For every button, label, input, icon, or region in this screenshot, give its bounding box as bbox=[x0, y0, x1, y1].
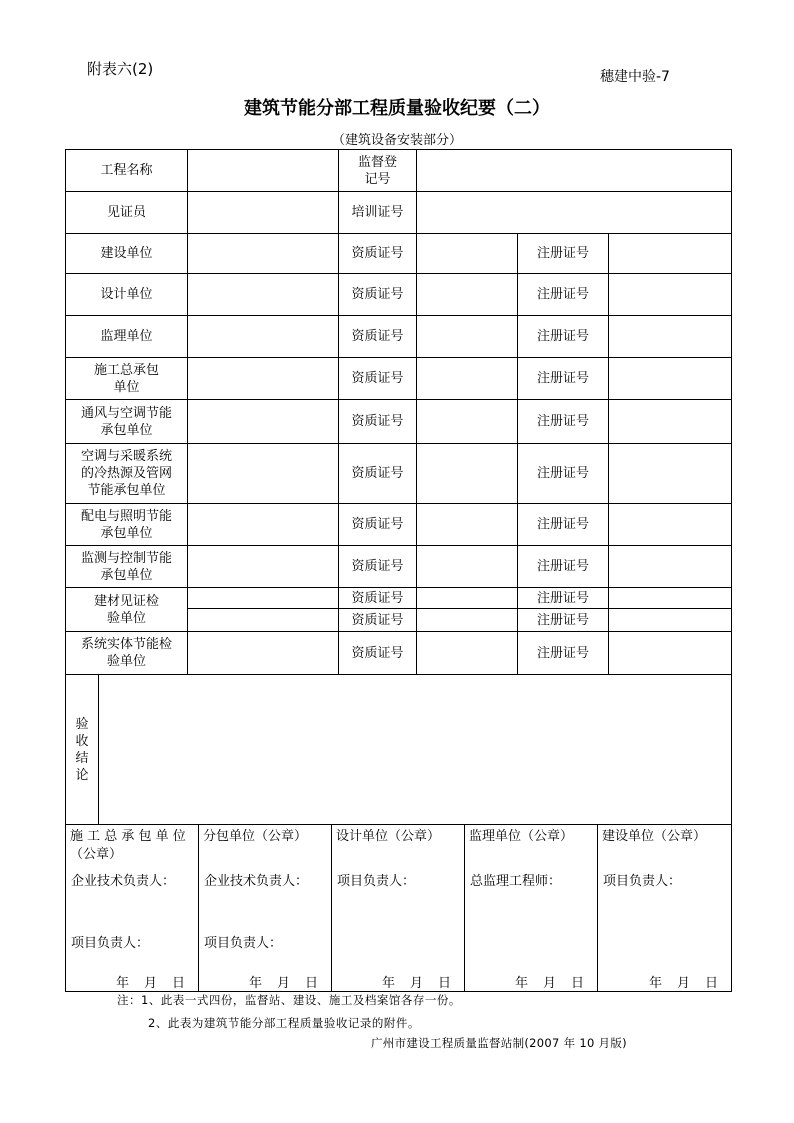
training-cert-label: 培训证号 bbox=[339, 192, 417, 234]
page-title: 建筑节能分部工程质量验收纪要（二） bbox=[244, 98, 550, 119]
supervision-reg-field[interactable] bbox=[417, 150, 732, 192]
note-2: 2、此表为建筑节能分部工程质量验收记录的附件。 bbox=[148, 1016, 420, 1030]
unit-label: 空调与采暖系统 的冷热源及管网 节能承包单位 bbox=[66, 444, 188, 504]
conclusion-label: 验 收 结 论 bbox=[66, 675, 99, 825]
signature-unit-label: 建设单位（公章） bbox=[602, 829, 707, 844]
signature-table bbox=[65, 824, 732, 992]
row-project-name bbox=[66, 150, 732, 192]
registration-label: 注册证号 bbox=[518, 400, 609, 444]
qualification-label: 资质证号 bbox=[339, 234, 417, 274]
unit-row bbox=[66, 546, 732, 588]
project-name-label: 工程名称 bbox=[66, 150, 188, 192]
signature-person2-label: 项目负责人： bbox=[204, 936, 283, 951]
acceptance-info-table bbox=[65, 149, 732, 825]
unit-label: 监理单位 bbox=[66, 316, 188, 358]
qualification-label: 资质证号 bbox=[339, 609, 417, 632]
system-test-unit-field[interactable] bbox=[188, 632, 339, 675]
registration-label: 注册证号 bbox=[518, 274, 609, 316]
unit-row bbox=[66, 234, 732, 274]
registration-field[interactable] bbox=[609, 316, 732, 358]
unit-label: 监测与控制节能 承包单位 bbox=[66, 546, 188, 588]
note-1: 注：1、此表一式四份，监督站、建设、施工及档案馆各存一份。 bbox=[117, 993, 461, 1007]
registration-field[interactable] bbox=[609, 609, 732, 632]
signature-cell[interactable] bbox=[465, 825, 598, 992]
qualification-label: 资质证号 bbox=[339, 632, 417, 675]
registration-label: 注册证号 bbox=[518, 609, 609, 632]
qualification-field[interactable] bbox=[417, 444, 518, 504]
appendix-label: 附表六(2) bbox=[87, 60, 154, 78]
unit-row bbox=[66, 358, 732, 400]
supervision-reg-label: 监督登 记号 bbox=[339, 150, 417, 192]
unit-row bbox=[66, 444, 732, 504]
qualification-field[interactable] bbox=[417, 234, 518, 274]
system-test-row bbox=[66, 632, 732, 675]
project-name-field[interactable] bbox=[188, 150, 339, 192]
qualification-field[interactable] bbox=[417, 316, 518, 358]
unit-name-field[interactable] bbox=[188, 234, 339, 274]
unit-label: 建设单位 bbox=[66, 234, 188, 274]
training-cert-field[interactable] bbox=[417, 192, 732, 234]
witness-field[interactable] bbox=[188, 192, 339, 234]
unit-name-field[interactable] bbox=[188, 316, 339, 358]
registration-label: 注册证号 bbox=[518, 546, 609, 588]
qualification-field[interactable] bbox=[417, 358, 518, 400]
qualification-label: 资质证号 bbox=[339, 588, 417, 609]
material-test-unit-field[interactable] bbox=[188, 609, 339, 632]
signature-person1-label: 项目负责人： bbox=[337, 874, 416, 889]
signature-person2-label: 项目负责人： bbox=[71, 936, 150, 951]
registration-label: 注册证号 bbox=[518, 444, 609, 504]
registration-field[interactable] bbox=[609, 444, 732, 504]
registration-field[interactable] bbox=[609, 632, 732, 675]
unit-row bbox=[66, 274, 732, 316]
signature-row bbox=[66, 825, 732, 992]
registration-field[interactable] bbox=[609, 400, 732, 444]
registration-field[interactable] bbox=[609, 546, 732, 588]
witness-label: 见证员 bbox=[66, 192, 188, 234]
signature-person1-label: 企业技术负责人： bbox=[204, 874, 309, 889]
qualification-field[interactable] bbox=[417, 632, 518, 675]
unit-label: 设计单位 bbox=[66, 274, 188, 316]
unit-label: 施工总承包 单位 bbox=[66, 358, 188, 400]
signature-cell[interactable] bbox=[199, 825, 332, 992]
qualification-field[interactable] bbox=[417, 504, 518, 546]
unit-row bbox=[66, 504, 732, 546]
qualification-field[interactable] bbox=[417, 588, 518, 609]
qualification-label: 资质证号 bbox=[339, 400, 417, 444]
conclusion-field[interactable] bbox=[99, 675, 732, 825]
registration-field[interactable] bbox=[609, 504, 732, 546]
signature-date-label: 年 月 日 bbox=[248, 976, 319, 991]
signature-person1-label: 企业技术负责人： bbox=[71, 874, 176, 889]
registration-field[interactable] bbox=[609, 588, 732, 609]
unit-label: 通风与空调节能 承包单位 bbox=[66, 400, 188, 444]
unit-name-field[interactable] bbox=[188, 546, 339, 588]
registration-label: 注册证号 bbox=[518, 588, 609, 609]
row-witness bbox=[66, 192, 732, 234]
registration-label: 注册证号 bbox=[518, 358, 609, 400]
signature-cell[interactable] bbox=[598, 825, 732, 992]
signature-cell[interactable] bbox=[66, 825, 199, 992]
registration-label: 注册证号 bbox=[518, 234, 609, 274]
unit-name-field[interactable] bbox=[188, 504, 339, 546]
unit-row bbox=[66, 316, 732, 358]
unit-row bbox=[66, 400, 732, 444]
signature-unit-label: 监理单位（公章） bbox=[469, 829, 574, 844]
registration-label: 注册证号 bbox=[518, 632, 609, 675]
unit-name-field[interactable] bbox=[188, 444, 339, 504]
signature-unit-label: 分包单位（公章） bbox=[203, 829, 308, 844]
qualification-label: 资质证号 bbox=[339, 504, 417, 546]
unit-label: 配电与照明节能 承包单位 bbox=[66, 504, 188, 546]
qualification-label: 资质证号 bbox=[339, 546, 417, 588]
unit-name-field[interactable] bbox=[188, 400, 339, 444]
material-test-unit-label: 建材见证检 验单位 bbox=[66, 588, 188, 632]
signature-date-label: 年 月 日 bbox=[381, 976, 452, 991]
footer-publisher: 广州市建设工程质量监督站制(2007 年 10 月版) bbox=[371, 1036, 627, 1050]
qualification-field[interactable] bbox=[417, 274, 518, 316]
qualification-field[interactable] bbox=[417, 609, 518, 632]
qualification-label: 资质证号 bbox=[339, 316, 417, 358]
registration-field[interactable] bbox=[609, 274, 732, 316]
qualification-label: 资质证号 bbox=[339, 274, 417, 316]
signature-unit-label: 施 工 总 承 包 单 位（公章） bbox=[70, 829, 186, 862]
material-test-unit-field[interactable] bbox=[188, 588, 339, 609]
qualification-label: 资质证号 bbox=[339, 358, 417, 400]
material-test-row bbox=[66, 588, 732, 609]
signature-person1-label: 总监理工程师： bbox=[470, 874, 562, 889]
signature-person1-label: 项目负责人： bbox=[603, 874, 682, 889]
qualification-field[interactable] bbox=[417, 546, 518, 588]
signature-unit-label: 设计单位（公章） bbox=[336, 829, 441, 844]
system-test-unit-label: 系统实体节能检 验单位 bbox=[66, 632, 188, 675]
registration-label: 注册证号 bbox=[518, 504, 609, 546]
unit-name-field[interactable] bbox=[188, 358, 339, 400]
signature-cell[interactable] bbox=[332, 825, 465, 992]
registration-field[interactable] bbox=[609, 358, 732, 400]
page-subtitle: （建筑设备安装部分） bbox=[331, 133, 462, 148]
registration-field[interactable] bbox=[609, 234, 732, 274]
qualification-field[interactable] bbox=[417, 400, 518, 444]
conclusion-row bbox=[66, 675, 732, 825]
registration-label: 注册证号 bbox=[518, 316, 609, 358]
signature-date-label: 年 月 日 bbox=[514, 976, 585, 991]
qualification-label: 资质证号 bbox=[339, 444, 417, 504]
signature-date-label: 年 月 日 bbox=[115, 976, 186, 991]
unit-name-field[interactable] bbox=[188, 274, 339, 316]
signature-date-label: 年 月 日 bbox=[648, 976, 719, 991]
form-code: 穗建中验-7 bbox=[600, 69, 670, 85]
